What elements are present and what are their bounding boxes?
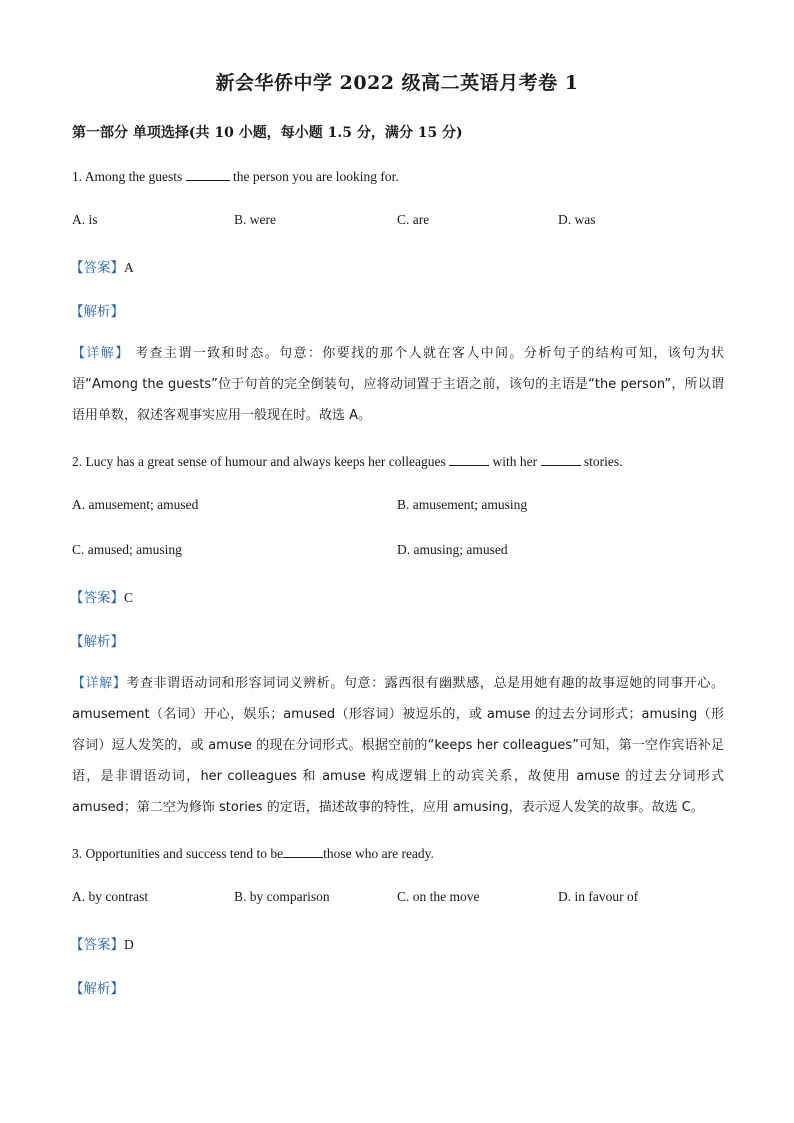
answer-blank <box>283 845 323 858</box>
q3-option-b: B. by comparison <box>234 889 330 904</box>
question-3-stem: 3. Opportunities and success tend to be those who are ready. <box>72 846 434 861</box>
q3-option-c: C. on the move <box>397 889 480 904</box>
question-1-stem: 1. Among the guests the person you are looking for. <box>72 169 399 184</box>
q1-answer: 【答案】A <box>70 260 134 276</box>
section-heading: 第一部分 单项选择(共 10 小题，每小题 1.5 分，满分 15 分) <box>72 125 463 141</box>
q1-option-b: B. were <box>234 212 276 227</box>
question-2-stem: 2. Lucy has a great sense of humour and always keeps her colleagues with her stories. <box>72 454 623 469</box>
q3-answer: 【答案】D <box>70 937 134 953</box>
answer-blank <box>186 168 230 181</box>
q3-option-a: A. by contrast <box>72 889 149 904</box>
q1-option-a: A. is <box>72 212 98 227</box>
q2-analysis-label: 【解析】 <box>70 634 124 650</box>
q2-option-c: C. amused; amusing <box>72 542 182 557</box>
q2-option-b: B. amusement; amusing <box>397 497 528 512</box>
q3-analysis-label: 【解析】 <box>70 981 124 997</box>
q2-option-a: A. amusement; amused <box>72 497 199 512</box>
answer-blank <box>541 453 581 466</box>
answer-blank <box>449 453 489 466</box>
q1-detail: 【详解】 考查主谓一致和时态。句意：你要找的那个人就在客人中间。分析句子的结构可知，该句为状语“Among the guests”位于句首的完全倒装句，应将动词置于主语之前，该句的主语是“the person”，所以谓语用单数，叙述客观事实应用一般现在时。故选 A。 <box>72 346 724 423</box>
q2-detail: 【详解】考查非谓语动词和形容词词义辨析。句意：露西很有幽默感，总是用她有趣的故事逗她的同事开心。amusement（名词）开心，娱乐；amused（形容词）被逗乐的，或 amuse 的过去分词形式；amusing（形容词）逗人发笑的，或 amuse 的现在分词形式。根据空前的“keeps her colleagues”可知，第一空作宾语补足语，是非谓语动词，her colleagues 和 amuse 构成逻辑上的动宾关系，故使用 amuse 的过去分词形式 amused；第二空为修饰 stories 的定语，描述故事的特性，应用 amusing，表示逗人发笑的故事。故选 C。 <box>72 676 724 815</box>
q3-option-d: D. in favour of <box>558 889 639 904</box>
q2-answer: 【答案】C <box>70 590 134 606</box>
q1-option-c: C. are <box>397 212 430 227</box>
page-title: 新会华侨中学 2022 级高二英语月考卷 1 <box>215 72 579 94</box>
q1-analysis-label: 【解析】 <box>70 304 124 320</box>
q2-option-d: D. amusing; amused <box>397 542 508 557</box>
q1-option-d: D. was <box>558 212 596 227</box>
